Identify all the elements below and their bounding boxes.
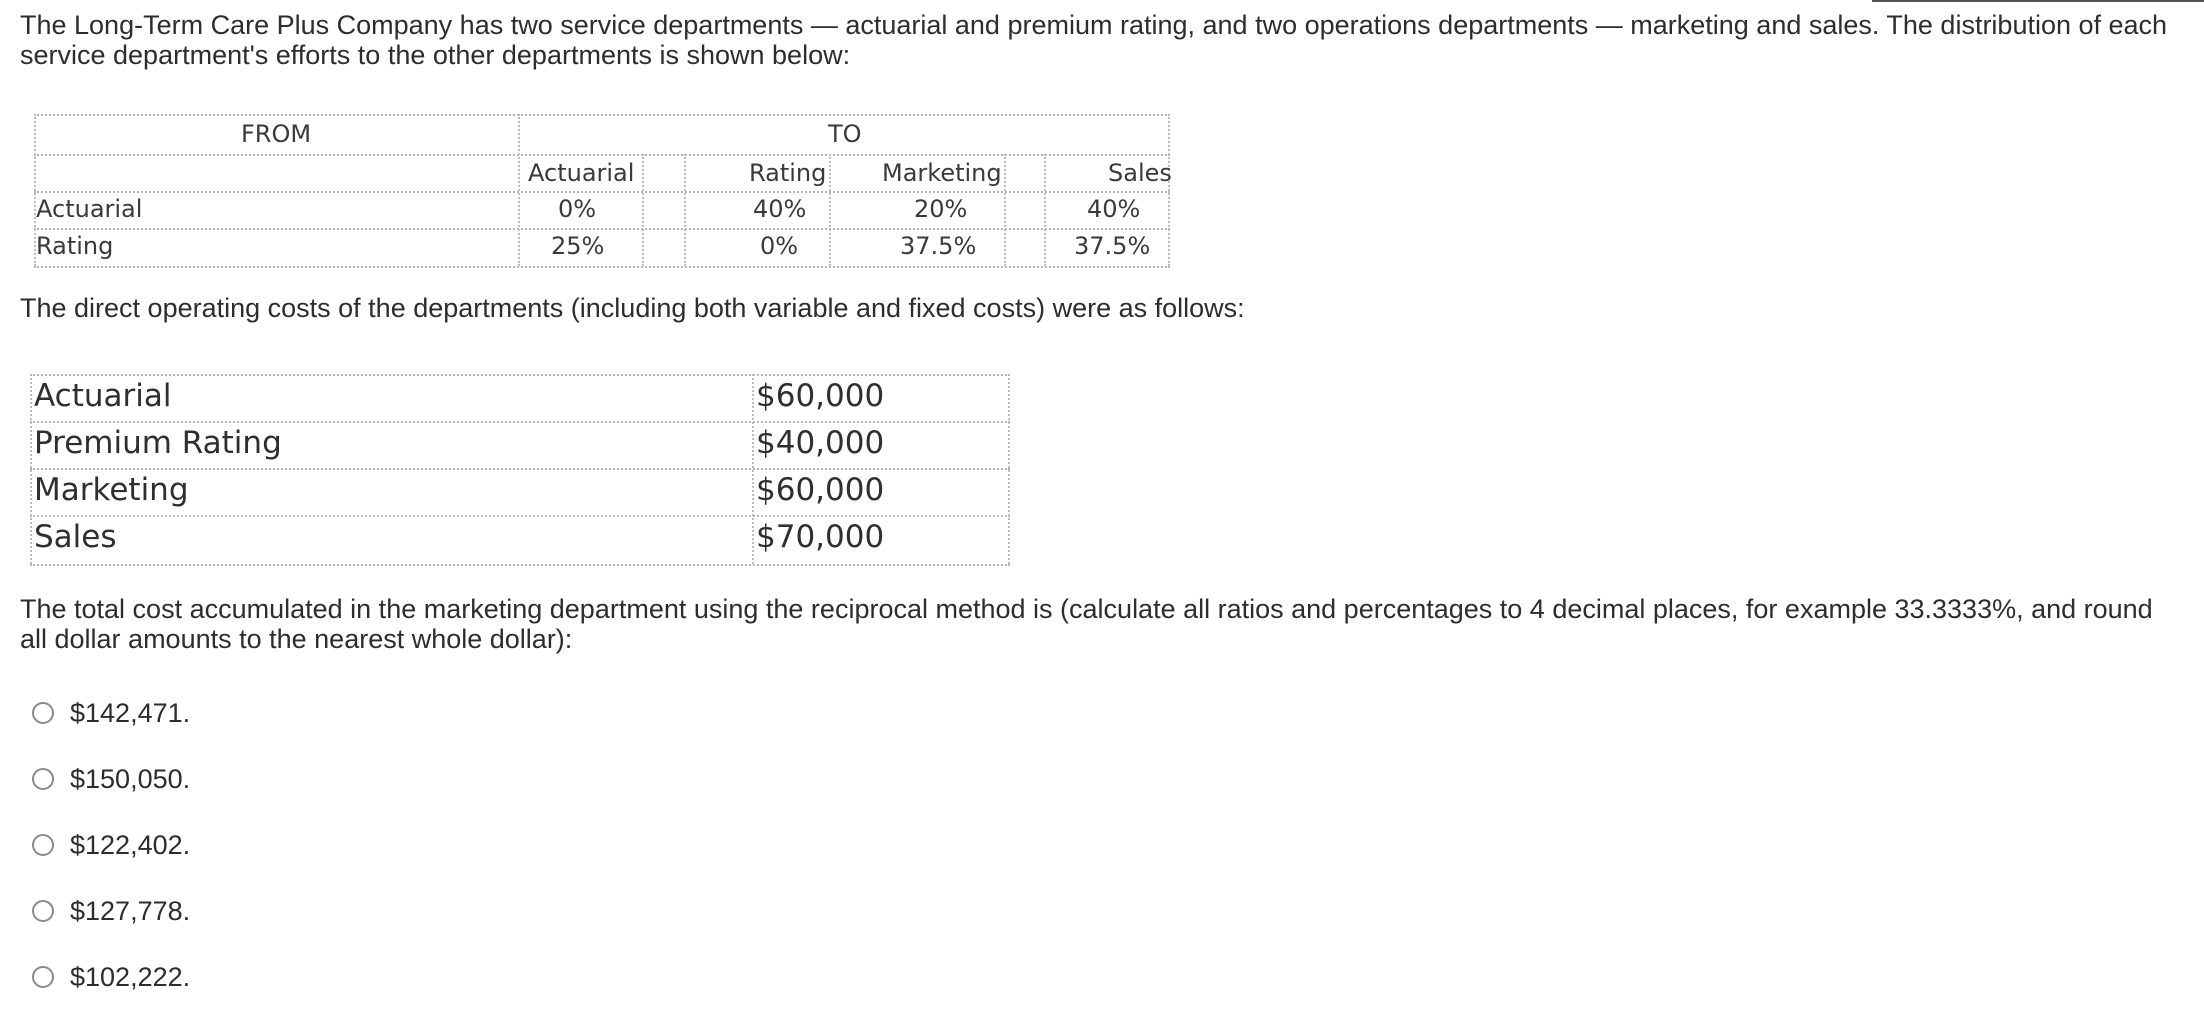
table-rule	[34, 266, 1170, 268]
answer-option-label: $150,050.	[70, 763, 191, 794]
table-rule	[642, 154, 644, 266]
radio-button-icon[interactable]	[32, 768, 54, 790]
answer-option-label: $142,471.	[70, 697, 191, 728]
answer-option[interactable]	[32, 944, 190, 1010]
table-rule	[30, 468, 1010, 470]
costs-table	[30, 374, 1010, 566]
answer-option[interactable]	[32, 680, 190, 746]
table-rule	[1004, 154, 1006, 266]
table-rule	[34, 154, 1170, 156]
radio-button-icon[interactable]	[32, 702, 54, 724]
answer-options	[32, 680, 190, 1010]
answer-option[interactable]	[32, 878, 190, 944]
cell-actuarial-sales: 40%	[1087, 195, 1141, 223]
cell-actuarial-rating: 40%	[753, 195, 807, 223]
answer-option-label: $102,222.	[70, 961, 191, 992]
intro-paragraph: The Long-Term Care Plus Company has two service departments — actuarial and premium rating, and two operations departments — marketing and sales. The distribution of each service department's efforts to the other departments is shown below:	[20, 10, 2168, 70]
cost-value-premium-rating: $40,000	[756, 425, 885, 461]
table-rule	[1168, 114, 1170, 266]
costs-intro-paragraph: The direct operating costs of the departments (including both variable and fixed costs) were as follows:	[20, 293, 1245, 323]
column-header-rating: Rating	[749, 159, 827, 187]
top-divider	[1872, 0, 2204, 2]
table-rule	[1044, 154, 1046, 266]
table-rule	[34, 191, 1170, 193]
column-header-marketing: Marketing	[882, 159, 1002, 187]
table-rule	[34, 228, 1170, 230]
column-header-sales: Sales	[1108, 159, 1172, 187]
cost-label-marketing: Marketing	[34, 472, 189, 508]
radio-button-icon[interactable]	[32, 834, 54, 856]
answer-option[interactable]	[32, 746, 190, 812]
cost-value-actuarial: $60,000	[756, 378, 885, 414]
radio-button-icon[interactable]	[32, 966, 54, 988]
cell-rating-actuarial: 25%	[551, 232, 605, 260]
table-rule	[752, 374, 754, 564]
cell-rating-sales: 37.5%	[1074, 232, 1151, 260]
question-paragraph: The total cost accumulated in the marketing department using the reciprocal method is (calculate all ratios and percentages to 4 decimal places, for example 33.3333%, and round all dollar amounts to the nearest whole dollar):	[20, 594, 2153, 654]
from-header: FROM	[241, 120, 312, 148]
answer-option-label: $122,402.	[70, 829, 191, 860]
cost-value-sales: $70,000	[756, 519, 885, 555]
distribution-table	[34, 114, 1170, 268]
cost-value-marketing: $60,000	[756, 472, 885, 508]
table-rule	[829, 154, 831, 266]
row-label-actuarial: Actuarial	[36, 195, 143, 223]
table-rule	[34, 114, 1170, 116]
answer-option[interactable]	[32, 812, 190, 878]
answer-option-label: $127,778.	[70, 895, 191, 926]
cost-label-actuarial: Actuarial	[34, 378, 172, 414]
table-rule	[30, 515, 1010, 517]
row-label-rating: Rating	[36, 232, 114, 260]
cell-rating-marketing: 37.5%	[900, 232, 977, 260]
table-rule	[30, 374, 32, 564]
table-rule	[518, 114, 520, 266]
cell-rating-rating: 0%	[760, 232, 799, 260]
radio-button-icon[interactable]	[32, 900, 54, 922]
cell-actuarial-marketing: 20%	[914, 195, 968, 223]
table-rule	[30, 564, 1010, 566]
to-header: TO	[828, 120, 862, 148]
table-rule	[1008, 374, 1010, 564]
cost-label-sales: Sales	[34, 519, 117, 555]
cost-label-premium-rating: Premium Rating	[34, 425, 282, 461]
column-header-actuarial: Actuarial	[528, 159, 635, 187]
table-rule	[30, 421, 1010, 423]
table-rule	[30, 374, 1010, 376]
table-rule	[684, 154, 686, 266]
cell-actuarial-actuarial: 0%	[558, 195, 597, 223]
